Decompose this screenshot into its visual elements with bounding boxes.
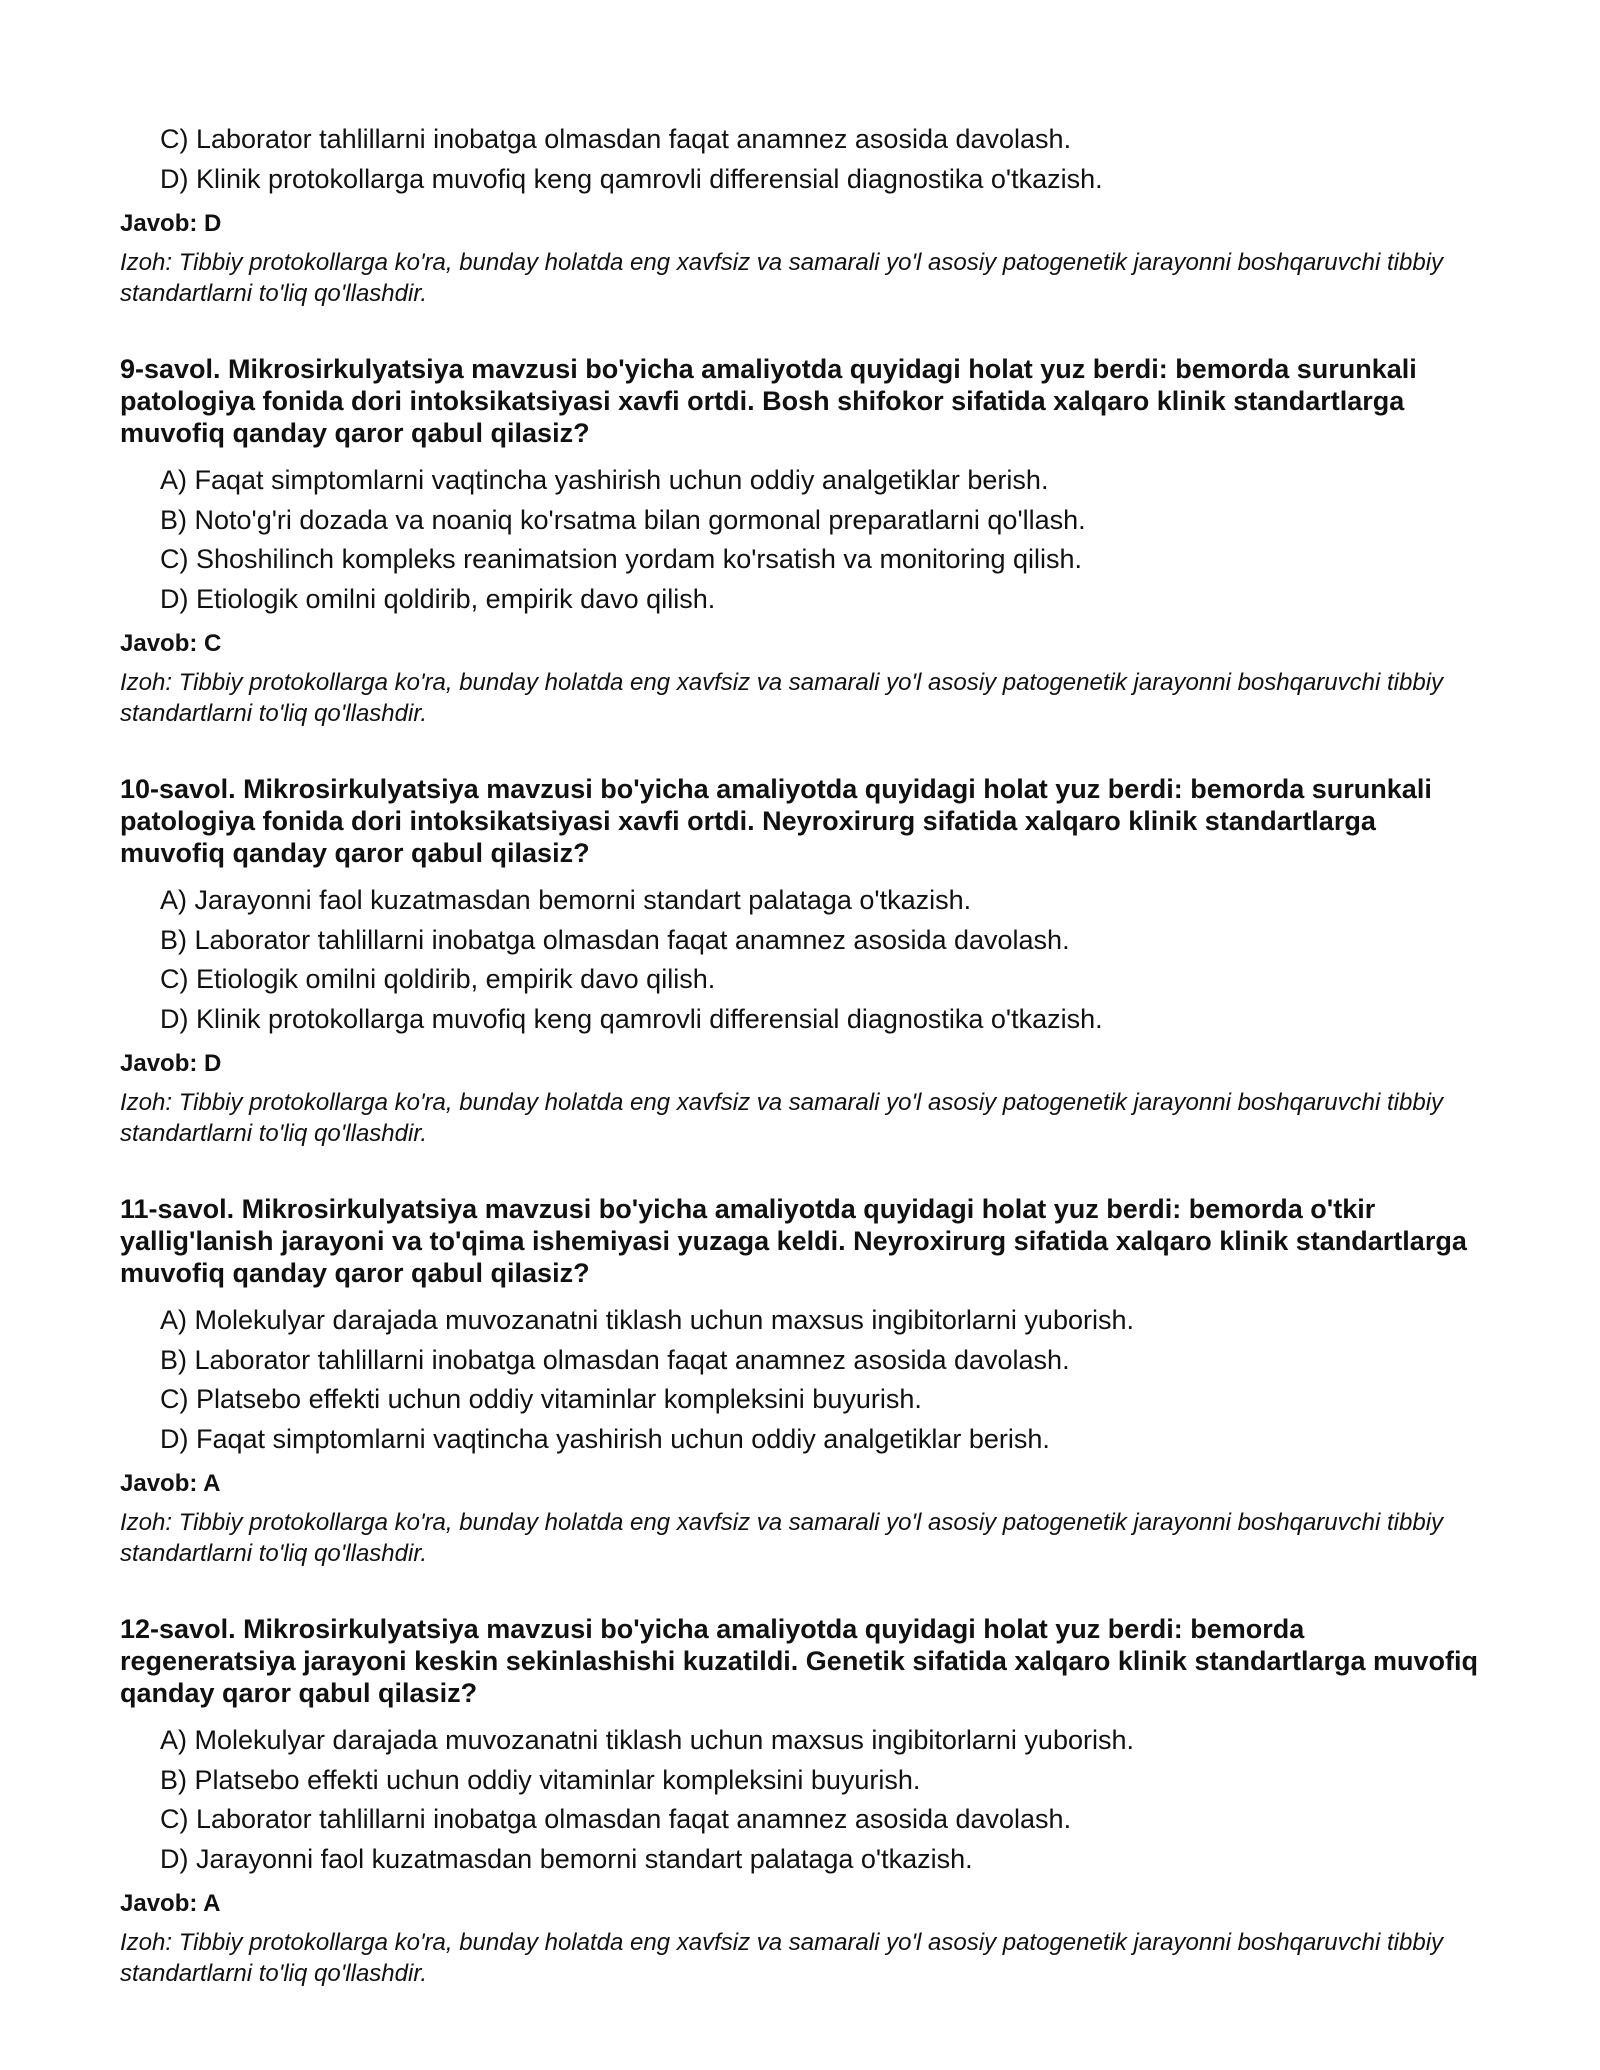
answer-label: Javob: D <box>120 210 222 237</box>
answer-label: Javob: C <box>120 630 222 657</box>
explanation-note: Izoh: Tibbiy protokollarga ko'ra, bunday holatda eng xavfsiz va samarali yo'l asosiy patogenetik jarayonni boshqaruvchi tibbiy standartlarni to'liq qo'llashdir. <box>120 669 1444 727</box>
option-d: D) Klinik protokollarga muvofiq keng qamrovli differensial diagnostika o'tkazish. <box>160 1003 1103 1034</box>
option-d: D) Klinik protokollarga muvofiq keng qamrovli differensial diagnostika o'tkazish. <box>160 163 1103 194</box>
option-c: C) Shoshilinch kompleks reanimatsion yordam ko'rsatish va monitoring qilish. <box>160 544 1083 574</box>
answer-label: Javob: D <box>120 1050 222 1077</box>
option-a: A) Jarayonni faol kuzatmasdan bemorni standart palataga o'tkazish. <box>160 885 972 915</box>
explanation-note: Izoh: Tibbiy protokollarga ko'ra, bunday holatda eng xavfsiz va samarali yo'l asosiy patogenetik jarayonni boshqaruvchi tibbiy standartlarni to'liq qo'llashdir. <box>120 1089 1444 1147</box>
option-c: C) Laborator tahlillarni inobatga olmasdan faqat anamnez asosida davolash. <box>160 1804 1072 1834</box>
option-a: A) Faqat simptomlarni vaqtincha yashirish uchun oddiy analgetiklar berish. <box>160 465 1049 495</box>
option-b: B) Laborator tahlillarni inobatga olmasdan faqat anamnez asosida davolash. <box>160 1344 1070 1375</box>
question-text: 9-savol. Mikrosirkulyatsiya mavzusi bo'yicha amaliyotda quyidagi holat yuz berdi: bemorda surunkali patologiya fonida dori intoksikatsiyasi xavfi ortdi. Bosh shifokor sifatida xalqaro klinik standartlarga muvofiq qanday qaror qabul qilasiz? <box>120 354 1417 448</box>
question-text: 11-savol. Mikrosirkulyatsiya mavzusi bo'yicha amaliyotda quyidagi holat yuz berdi: bemorda o'tkir yallig'lanish jarayoni va to'qima ishemiyasi yuzaga keldi. Neyroxirurg sifatida xalqaro klinik standartlarga muvofiq qanday qaror qabul qilasiz? <box>120 1194 1467 1288</box>
question-block-11 <box>120 1193 1480 1569</box>
option-b: B) Noto'g'ri dozada va noaniq ko'rsatma bilan gormonal preparatlarni qo'llash. <box>160 504 1086 535</box>
option-c: C) Platsebo effekti uchun oddiy vitaminlar kompleksini buyurish. <box>160 1384 922 1414</box>
option-a: A) Molekulyar darajada muvozanatni tiklash uchun maxsus ingibitorlarni yuborish. <box>160 1305 1134 1335</box>
option-a: A) Molekulyar darajada muvozanatni tiklash uchun maxsus ingibitorlarni yuborish. <box>160 1725 1134 1755</box>
explanation-note: Izoh: Tibbiy protokollarga ko'ra, bunday holatda eng xavfsiz va samarali yo'l asosiy patogenetik jarayonni boshqaruvchi tibbiy standartlarni to'liq qo'llashdir. <box>120 1929 1444 1987</box>
option-d: D) Jarayonni faol kuzatmasdan bemorni standart palataga o'tkazish. <box>160 1843 973 1874</box>
answer-label: Javob: A <box>120 1470 221 1497</box>
explanation-note: Izoh: Tibbiy protokollarga ko'ra, bunday holatda eng xavfsiz va samarali yo'l asosiy patogenetik jarayonni boshqaruvchi tibbiy standartlarni to'liq qo'llashdir. <box>120 249 1444 307</box>
previous-question-fragment <box>120 120 1480 309</box>
option-c: C) Etiologik omilni qoldirib, empirik davo qilish. <box>160 964 716 994</box>
option-d: D) Faqat simptomlarni vaqtincha yashirish uchun oddiy analgetiklar berish. <box>160 1423 1050 1454</box>
option-c: C) Laborator tahlillarni inobatga olmasdan faqat anamnez asosida davolash. <box>160 124 1072 154</box>
answer-label: Javob: A <box>120 1890 221 1917</box>
option-b: B) Platsebo effekti uchun oddiy vitaminlar kompleksini buyurish. <box>160 1764 921 1795</box>
question-block-10 <box>120 773 1480 1149</box>
option-d: D) Etiologik omilni qoldirib, empirik davo qilish. <box>160 583 716 614</box>
question-text: 10-savol. Mikrosirkulyatsiya mavzusi bo'yicha amaliyotda quyidagi holat yuz berdi: bemorda surunkali patologiya fonida dori intoksikatsiyasi xavfi ortdi. Neyroxirurg sifatida xalqaro klinik standartlarga muvofiq qanday qaror qabul qilasiz? <box>120 774 1432 868</box>
question-block-12 <box>120 1613 1480 1989</box>
explanation-note: Izoh: Tibbiy protokollarga ko'ra, bunday holatda eng xavfsiz va samarali yo'l asosiy patogenetik jarayonni boshqaruvchi tibbiy standartlarni to'liq qo'llashdir. <box>120 1509 1444 1567</box>
document-page <box>120 120 1480 1989</box>
option-b: B) Laborator tahlillarni inobatga olmasdan faqat anamnez asosida davolash. <box>160 924 1070 955</box>
question-block-9 <box>120 353 1480 729</box>
question-text: 12-savol. Mikrosirkulyatsiya mavzusi bo'yicha amaliyotda quyidagi holat yuz berdi: bemorda regeneratsiya jarayoni keskin sekinlashishi kuzatildi. Genetik sifatida xalqaro klinik standartlarga muvofiq qanday qaror qabul qilasiz? <box>120 1614 1479 1708</box>
